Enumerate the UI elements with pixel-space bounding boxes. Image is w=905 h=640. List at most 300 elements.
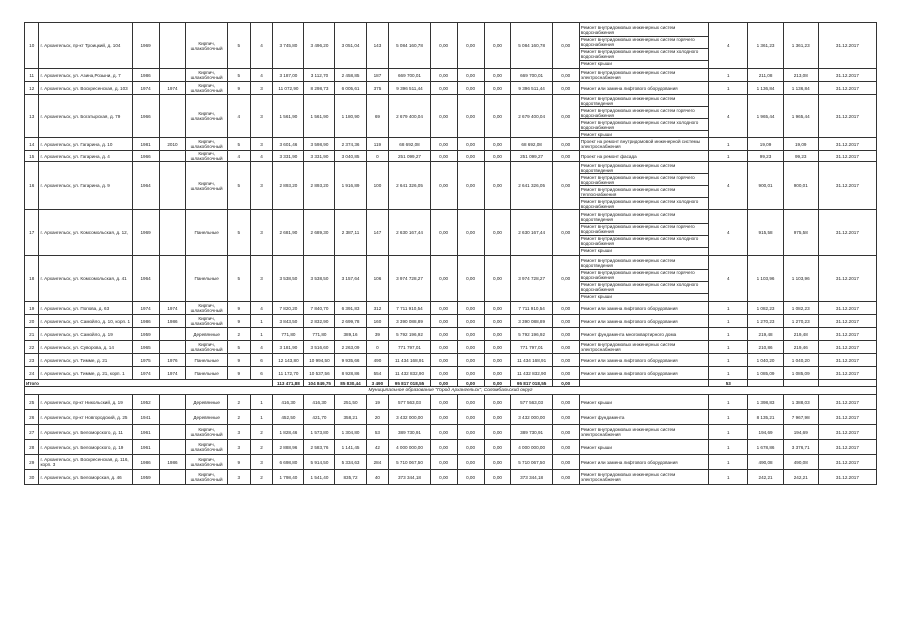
table-row bbox=[25, 341, 877, 354]
row-number: 12 bbox=[25, 82, 39, 95]
floors-cell: 3 bbox=[227, 470, 250, 485]
cost-total-cell: 3 974 728,27 bbox=[389, 256, 430, 302]
year-renovated-cell bbox=[159, 95, 186, 138]
row-number: 23 bbox=[25, 354, 39, 367]
wall-material-cell: Кирпич, шлакоблочный bbox=[186, 315, 227, 328]
max-unit-cost-cell: 99,23 bbox=[783, 151, 818, 162]
total-row bbox=[25, 380, 877, 387]
deadline-cell: 31.12.2017 bbox=[818, 23, 876, 69]
entrances-cell: 2 bbox=[250, 440, 273, 455]
total-value bbox=[579, 380, 708, 387]
fund-cell: 0,00 bbox=[484, 328, 511, 341]
total-value: 85 830,44 bbox=[335, 380, 366, 387]
work-item: Ремонт фундамента bbox=[580, 414, 625, 420]
row-number: 13 bbox=[25, 95, 39, 138]
year-built-cell: 1981 bbox=[132, 138, 159, 151]
works-count-cell: 4 bbox=[709, 95, 748, 138]
year-renovated-cell: 1974 bbox=[159, 367, 186, 380]
owners-funds-cell: 5 084 160,78 bbox=[511, 23, 552, 69]
row-number: 15 bbox=[25, 151, 39, 162]
year-renovated-cell: 1974 bbox=[159, 302, 186, 315]
wall-material-cell: Кирпич, шлакоблочный bbox=[186, 470, 227, 485]
unit-cost-cell: 915,58 bbox=[748, 210, 783, 256]
row-number: 11 bbox=[25, 69, 39, 82]
address-cell: г. Архангельск, ул. Тимме, д. 21, корп. 1 bbox=[39, 367, 132, 380]
premises-area-cell: 3 538,50 bbox=[304, 256, 335, 302]
fund-cell: 0,00 bbox=[457, 95, 484, 138]
fund-cell: 0,00 bbox=[552, 95, 579, 138]
total-area-cell: 3 181,90 bbox=[273, 341, 304, 354]
fund-cell: 0,00 bbox=[484, 455, 511, 470]
owners-funds-cell: 4 000 000,00 bbox=[511, 440, 552, 455]
year-renovated-cell bbox=[159, 395, 186, 410]
entrances-cell: 3 bbox=[250, 82, 273, 95]
residents-cell: 490 bbox=[366, 354, 389, 367]
entrances-cell: 4 bbox=[250, 341, 273, 354]
fund-cell: 0,00 bbox=[457, 23, 484, 69]
year-renovated-cell bbox=[159, 162, 186, 210]
floors-cell: 5 bbox=[227, 138, 250, 151]
fund-cell: 0,00 bbox=[484, 367, 511, 380]
residential-area-cell: 2 387,11 bbox=[335, 210, 366, 256]
work-item: Ремонт внутридомовых инженерных систем теплоснабжения bbox=[580, 186, 708, 198]
owners-funds-cell: 7 711 910,54 bbox=[511, 302, 552, 315]
works-list-cell bbox=[579, 354, 708, 367]
fund-cell: 0,00 bbox=[430, 425, 457, 440]
owners-funds-cell: 577 563,03 bbox=[511, 395, 552, 410]
fund-cell: 0,00 bbox=[484, 138, 511, 151]
unit-cost-cell: 1 136,84 bbox=[748, 82, 783, 95]
fund-cell: 0,00 bbox=[457, 410, 484, 425]
address-cell: г. Архангельск, пр-кт Новгородский, д. 25 bbox=[39, 410, 132, 425]
fund-cell: 0,00 bbox=[552, 328, 579, 341]
works-list-cell bbox=[579, 367, 708, 380]
entrances-cell: 6 bbox=[250, 367, 273, 380]
total-area-cell: 1 828,46 bbox=[273, 425, 304, 440]
row-number: 26 bbox=[25, 410, 39, 425]
cost-total-cell: 251 099,27 bbox=[389, 151, 430, 162]
fund-cell: 0,00 bbox=[552, 69, 579, 82]
residential-area-cell: 2 263,09 bbox=[335, 341, 366, 354]
residential-area-cell: 251,50 bbox=[335, 395, 366, 410]
deadline-cell: 31.12.2017 bbox=[818, 410, 876, 425]
floors-cell: 2 bbox=[227, 410, 250, 425]
fund-cell: 0,00 bbox=[430, 162, 457, 210]
residential-area-cell: 3 157,64 bbox=[335, 256, 366, 302]
row-number: 10 bbox=[25, 23, 39, 69]
premises-area-cell: 771,80 bbox=[304, 328, 335, 341]
works-list-cell bbox=[579, 138, 708, 151]
fund-cell: 0,00 bbox=[484, 210, 511, 256]
entrances-cell: 2 bbox=[250, 470, 273, 485]
residential-area-cell: 2 374,36 bbox=[335, 138, 366, 151]
year-built-cell: 1965 bbox=[132, 341, 159, 354]
works-list-cell bbox=[579, 210, 708, 256]
max-unit-cost-cell: 1 085,09 bbox=[783, 367, 818, 380]
owners-funds-cell: 389 730,91 bbox=[511, 425, 552, 440]
works-count-cell: 1 bbox=[709, 395, 748, 410]
cost-total-cell: 7 711 910,54 bbox=[389, 302, 430, 315]
address-cell: г. Архангельск, ул. Азина,Розыни, д. 7 bbox=[39, 69, 132, 82]
fund-cell: 0,00 bbox=[457, 328, 484, 341]
row-number: 29 bbox=[25, 455, 39, 470]
table-row bbox=[25, 302, 877, 315]
residential-area-cell: 1 141,45 bbox=[335, 440, 366, 455]
works-count-cell: 1 bbox=[709, 138, 748, 151]
residents-cell: 39 bbox=[366, 328, 389, 341]
unit-cost-cell: 1 965,44 bbox=[748, 95, 783, 138]
unit-cost-cell: 1 085,09 bbox=[748, 367, 783, 380]
entrances-cell: 6 bbox=[250, 354, 273, 367]
deadline-cell: 31.12.2017 bbox=[818, 95, 876, 138]
total-value: 0,00 bbox=[484, 380, 511, 387]
premises-area-cell: 3 331,90 bbox=[304, 151, 335, 162]
unit-cost-cell: 1 678,86 bbox=[748, 440, 783, 455]
premises-area-cell: 3 496,20 bbox=[304, 23, 335, 69]
fund-cell: 0,00 bbox=[430, 410, 457, 425]
total-area-cell: 6 698,80 bbox=[273, 455, 304, 470]
fund-cell: 0,00 bbox=[484, 151, 511, 162]
entrances-cell: 1 bbox=[250, 315, 273, 328]
max-unit-cost-cell: 1 082,23 bbox=[783, 302, 818, 315]
total-value: 3 490 bbox=[366, 380, 389, 387]
year-built-cell: 1941 bbox=[132, 410, 159, 425]
residents-cell: 187 bbox=[366, 69, 389, 82]
max-unit-cost-cell: 1 388,03 bbox=[783, 395, 818, 410]
premises-area-cell: 2 583,76 bbox=[304, 440, 335, 455]
unit-cost-cell: 1 082,23 bbox=[748, 302, 783, 315]
address-cell: г. Архангельск, пр-кт Никольский, д. 19 bbox=[39, 395, 132, 410]
unit-cost-cell: 1 270,23 bbox=[748, 315, 783, 328]
fund-cell: 0,00 bbox=[552, 395, 579, 410]
max-unit-cost-cell: 490,08 bbox=[783, 455, 818, 470]
fund-cell: 0,00 bbox=[552, 162, 579, 210]
total-area-cell: 7 820,20 bbox=[273, 302, 304, 315]
max-unit-cost-cell: 213,08 bbox=[783, 69, 818, 82]
year-built-cell: 1969 bbox=[132, 23, 159, 69]
deadline-cell: 31.12.2017 bbox=[818, 82, 876, 95]
works-count-cell: 4 bbox=[709, 256, 748, 302]
works-list-cell bbox=[579, 151, 708, 162]
max-unit-cost-cell: 1 136,84 bbox=[783, 82, 818, 95]
cost-total-cell: 2 641 326,05 bbox=[389, 162, 430, 210]
address-cell: г. Архангельск, ул. Гагарина, д. 9 bbox=[39, 162, 132, 210]
total-area-cell: 3 745,80 bbox=[273, 23, 304, 69]
address-cell: г. Архангельск, ул. Беломорская, д. 46 bbox=[39, 470, 132, 485]
floors-cell: 5 bbox=[227, 256, 250, 302]
fund-cell: 0,00 bbox=[457, 69, 484, 82]
fund-cell: 0,00 bbox=[484, 425, 511, 440]
year-built-cell: 1969 bbox=[132, 210, 159, 256]
fund-cell: 0,00 bbox=[430, 440, 457, 455]
fund-cell: 0,00 bbox=[430, 395, 457, 410]
entrances-cell: 3 bbox=[250, 256, 273, 302]
fund-cell: 0,00 bbox=[430, 315, 457, 328]
wall-material-cell: Кирпич, шлакоблочный bbox=[186, 82, 227, 95]
owners-funds-cell: 771 797,01 bbox=[511, 341, 552, 354]
fund-cell: 0,00 bbox=[552, 82, 579, 95]
year-renovated-cell bbox=[159, 425, 186, 440]
deadline-cell: 31.12.2017 bbox=[818, 315, 876, 328]
work-item: Ремонт крыши bbox=[580, 444, 612, 450]
premises-area-cell: 421,70 bbox=[304, 410, 335, 425]
total-area-cell: 2 888,96 bbox=[273, 440, 304, 455]
entrances-cell: 1 bbox=[250, 410, 273, 425]
owners-funds-cell: 2 679 400,04 bbox=[511, 95, 552, 138]
fund-cell: 0,00 bbox=[430, 210, 457, 256]
year-built-cell: 1974 bbox=[132, 302, 159, 315]
table-row bbox=[25, 23, 877, 69]
max-unit-cost-cell: 242,21 bbox=[783, 470, 818, 485]
max-unit-cost-cell: 1 270,23 bbox=[783, 315, 818, 328]
fund-cell: 0,00 bbox=[430, 302, 457, 315]
work-item: Ремонт или замена лифтового оборудования bbox=[580, 318, 678, 324]
residential-area-cell: 835,72 bbox=[335, 470, 366, 485]
works-count-cell: 1 bbox=[709, 440, 748, 455]
entrances-cell: 3 bbox=[250, 455, 273, 470]
deadline-cell: 31.12.2017 bbox=[818, 151, 876, 162]
row-number: 20 bbox=[25, 315, 39, 328]
owners-funds-cell: 68 692,08 bbox=[511, 138, 552, 151]
table-row bbox=[25, 162, 877, 210]
table-row bbox=[25, 410, 877, 425]
address-cell: г. Архангельск, ул. Самойло, д. 19 bbox=[39, 328, 132, 341]
premises-area-cell: 10 994,50 bbox=[304, 354, 335, 367]
fund-cell: 0,00 bbox=[552, 315, 579, 328]
works-count-cell: 4 bbox=[709, 162, 748, 210]
unit-cost-cell: 19,09 bbox=[748, 138, 783, 151]
address-cell: г. Архангельск, ул. Богатырская, д. 79 bbox=[39, 95, 132, 138]
work-item: Ремонт внутридомовых инженерных систем холодного водоснабжения bbox=[580, 282, 708, 294]
cost-total-cell: 11 432 832,90 bbox=[389, 367, 430, 380]
residents-cell: 119 bbox=[366, 138, 389, 151]
wall-material-cell: Кирпич, шлакоблочный bbox=[186, 69, 227, 82]
fund-cell: 0,00 bbox=[430, 69, 457, 82]
max-unit-cost-cell: 219,48 bbox=[783, 328, 818, 341]
fund-cell: 0,00 bbox=[430, 470, 457, 485]
residents-cell: 100 bbox=[366, 162, 389, 210]
year-renovated-cell bbox=[159, 470, 186, 485]
residents-cell: 20 bbox=[366, 410, 389, 425]
floors-cell: 5 bbox=[227, 162, 250, 210]
entrances-cell: 3 bbox=[250, 138, 273, 151]
deadline-cell: 31.12.2017 bbox=[818, 354, 876, 367]
fund-cell: 0,00 bbox=[430, 95, 457, 138]
works-list-cell bbox=[579, 455, 708, 470]
unit-cost-cell: 210,86 bbox=[748, 341, 783, 354]
address-cell: г. Архангельск, ул. Самойло, д. 10, корп. 1 bbox=[39, 315, 132, 328]
total-area-cell: 771,80 bbox=[273, 328, 304, 341]
works-list-cell bbox=[579, 302, 708, 315]
fund-cell: 0,00 bbox=[552, 151, 579, 162]
works-count-cell: 4 bbox=[709, 210, 748, 256]
wall-material-cell: Кирпич, шлакоблочный bbox=[186, 23, 227, 69]
wall-material-cell: Кирпич, шлакоблочный bbox=[186, 425, 227, 440]
fund-cell: 0,00 bbox=[484, 315, 511, 328]
unit-cost-cell: 490,08 bbox=[748, 455, 783, 470]
works-list-cell bbox=[579, 440, 708, 455]
table-row bbox=[25, 367, 877, 380]
unit-cost-cell: 1 361,23 bbox=[748, 23, 783, 69]
fund-cell: 0,00 bbox=[552, 302, 579, 315]
wall-material-cell: Деревянные bbox=[186, 410, 227, 425]
premises-area-cell: 1 573,80 bbox=[304, 425, 335, 440]
table-row bbox=[25, 256, 877, 302]
work-item: Ремонт крыши bbox=[580, 248, 612, 253]
fund-cell: 0,00 bbox=[552, 470, 579, 485]
work-item: Ремонт внутридомовых инженерных систем водоснабжения bbox=[580, 25, 708, 37]
deadline-cell: 31.12.2017 bbox=[818, 367, 876, 380]
works-count-cell: 1 bbox=[709, 367, 748, 380]
fund-cell: 0,00 bbox=[552, 425, 579, 440]
deadline-cell: 31.12.2017 bbox=[818, 425, 876, 440]
table-row bbox=[25, 455, 877, 470]
fund-cell: 0,00 bbox=[430, 256, 457, 302]
unit-cost-cell: 8 135,21 bbox=[748, 410, 783, 425]
table-row bbox=[25, 69, 877, 82]
premises-area-cell: 2 832,90 bbox=[304, 315, 335, 328]
works-list-cell bbox=[579, 95, 708, 138]
year-built-cell: 1964 bbox=[132, 162, 159, 210]
works-count-cell: 1 bbox=[709, 425, 748, 440]
entrances-cell: 3 bbox=[250, 210, 273, 256]
year-built-cell: 1974 bbox=[132, 82, 159, 95]
fund-cell: 0,00 bbox=[484, 395, 511, 410]
section-title: Муниципальное образование "Город Архангельск", Соломбальский округ bbox=[25, 387, 877, 395]
premises-area-cell: 1 561,90 bbox=[304, 95, 335, 138]
deadline-cell: 31.12.2017 bbox=[818, 138, 876, 151]
unit-cost-cell: 219,48 bbox=[748, 328, 783, 341]
cost-total-cell: 389 730,91 bbox=[389, 425, 430, 440]
works-count-cell: 4 bbox=[709, 23, 748, 69]
wall-material-cell: Деревянные bbox=[186, 328, 227, 341]
entrances-cell: 4 bbox=[250, 69, 273, 82]
max-unit-cost-cell: 1 965,44 bbox=[783, 95, 818, 138]
row-number: 24 bbox=[25, 367, 39, 380]
unit-cost-cell: 1 103,96 bbox=[748, 256, 783, 302]
fund-cell: 0,00 bbox=[457, 210, 484, 256]
deadline-cell: 31.12.2017 bbox=[818, 210, 876, 256]
year-renovated-cell bbox=[159, 23, 186, 69]
residents-cell: 42 bbox=[366, 440, 389, 455]
table-row bbox=[25, 151, 877, 162]
residents-cell: 53 bbox=[366, 425, 389, 440]
total-area-cell: 1 798,40 bbox=[273, 470, 304, 485]
floors-cell: 2 bbox=[227, 395, 250, 410]
year-renovated-cell bbox=[159, 440, 186, 455]
year-built-cell: 1975 bbox=[132, 354, 159, 367]
fund-cell: 0,00 bbox=[430, 354, 457, 367]
works-list-cell bbox=[579, 23, 708, 69]
year-built-cell: 1952 bbox=[132, 395, 159, 410]
work-item: Ремонт внутридомовых инженерных систем водоотведения bbox=[580, 258, 708, 270]
residential-area-cell: 2 699,78 bbox=[335, 315, 366, 328]
section-header-row bbox=[25, 387, 877, 395]
floors-cell: 9 bbox=[227, 354, 250, 367]
fund-cell: 0,00 bbox=[457, 440, 484, 455]
cost-total-cell: 9 396 511,44 bbox=[389, 82, 430, 95]
year-renovated-cell bbox=[159, 410, 186, 425]
residential-area-cell: 1 916,89 bbox=[335, 162, 366, 210]
fund-cell: 0,00 bbox=[552, 410, 579, 425]
works-list-cell bbox=[579, 410, 708, 425]
work-item: Ремонт внутридомовых инженерных систем электроснабжения bbox=[580, 70, 676, 80]
wall-material-cell: Панельные bbox=[186, 367, 227, 380]
row-number: 18 bbox=[25, 256, 39, 302]
table-row bbox=[25, 395, 877, 410]
residential-area-cell: 3 040,85 bbox=[335, 151, 366, 162]
row-number: 30 bbox=[25, 470, 39, 485]
floors-cell: 4 bbox=[227, 151, 250, 162]
entrances-cell: 4 bbox=[250, 151, 273, 162]
unit-cost-cell: 211,08 bbox=[748, 69, 783, 82]
residents-cell: 40 bbox=[366, 470, 389, 485]
row-number: 14 bbox=[25, 138, 39, 151]
work-item: Ремонт крыши bbox=[580, 131, 612, 137]
floors-cell: 5 bbox=[227, 210, 250, 256]
year-built-cell: 1959 bbox=[132, 470, 159, 485]
max-unit-cost-cell: 1 361,23 bbox=[783, 23, 818, 69]
total-area-cell: 11 072,90 bbox=[273, 82, 304, 95]
works-count-cell: 1 bbox=[709, 354, 748, 367]
total-area-cell: 1 561,90 bbox=[273, 95, 304, 138]
works-list-cell bbox=[579, 328, 708, 341]
year-renovated-cell bbox=[159, 69, 186, 82]
address-cell: г. Архангельск, ул. Тимме, д. 21 bbox=[39, 354, 132, 367]
residents-cell: 19 bbox=[366, 395, 389, 410]
deadline-cell: 31.12.2017 bbox=[818, 395, 876, 410]
fund-cell: 0,00 bbox=[484, 302, 511, 315]
fund-cell: 0,00 bbox=[457, 315, 484, 328]
work-item: Ремонт крыши bbox=[580, 294, 612, 299]
row-number: 22 bbox=[25, 341, 39, 354]
fund-cell: 0,00 bbox=[457, 162, 484, 210]
total-value: 0,00 bbox=[552, 380, 579, 387]
row-number: 17 bbox=[25, 210, 39, 256]
floors-cell: 5 bbox=[227, 69, 250, 82]
table-row bbox=[25, 95, 877, 138]
repair-program-table bbox=[24, 22, 877, 485]
work-item: Ремонт внутридомовых инженерных систем холодного водоснабжения bbox=[580, 119, 708, 131]
entrances-cell: 4 bbox=[250, 23, 273, 69]
address-cell: г. Архангельск, ул. Беломорского, д. 19 bbox=[39, 440, 132, 455]
work-item: Ремонт внутридомовых инженерных систем водоотведения bbox=[580, 162, 708, 174]
total-label: Итого bbox=[25, 380, 273, 387]
works-count-cell: 1 bbox=[709, 470, 748, 485]
residents-cell: 284 bbox=[366, 455, 389, 470]
wall-material-cell: Кирпич, шлакоблочный bbox=[186, 95, 227, 138]
table-row bbox=[25, 315, 877, 328]
fund-cell: 0,00 bbox=[430, 328, 457, 341]
entrances-cell: 1 bbox=[250, 395, 273, 410]
residential-area-cell: 1 304,80 bbox=[335, 425, 366, 440]
residential-area-cell: 6 391,83 bbox=[335, 302, 366, 315]
residents-cell: 375 bbox=[366, 82, 389, 95]
total-area-cell: 2 681,90 bbox=[273, 210, 304, 256]
fund-cell: 0,00 bbox=[552, 256, 579, 302]
total-area-cell: 3 843,50 bbox=[273, 315, 304, 328]
address-cell: г. Архангельск, ул. Попова, д. 63 bbox=[39, 302, 132, 315]
work-item: Ремонт внутридомовых инженерных систем электроснабжения bbox=[580, 342, 676, 352]
cost-total-cell: 5 710 067,50 bbox=[389, 455, 430, 470]
works-list-cell bbox=[579, 425, 708, 440]
floors-cell: 9 bbox=[227, 367, 250, 380]
residents-cell: 143 bbox=[366, 23, 389, 69]
premises-area-cell: 7 840,70 bbox=[304, 302, 335, 315]
fund-cell: 0,00 bbox=[484, 95, 511, 138]
address-cell: г. Архангельск, ул. Воскресенская, д. 103 bbox=[39, 82, 132, 95]
premises-area-cell: 8 298,73 bbox=[304, 82, 335, 95]
